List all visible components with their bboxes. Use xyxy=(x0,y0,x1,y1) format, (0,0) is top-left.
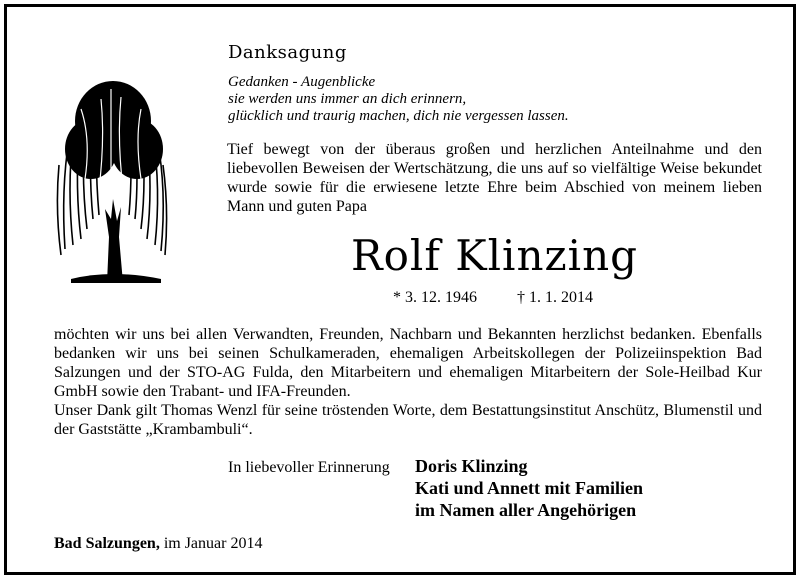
heading: Danksagung xyxy=(228,42,347,63)
poem xyxy=(228,74,569,125)
poem-line: Gedanken - Augenblicke xyxy=(228,74,376,90)
signatory: Kati und Annett mit Familien xyxy=(415,478,644,498)
date: im Januar 2014 xyxy=(163,535,263,552)
death-date: † 1. 1. 2014 xyxy=(517,289,593,306)
memory-phrase: In liebevoller Erinnerung xyxy=(228,459,390,476)
deceased-name: Rolf Klinzing xyxy=(351,231,639,280)
poem-line: sie werden uns immer an dich erinnern, xyxy=(228,91,467,107)
poem-line: glücklich und traurig machen, dich nie vergessen lassen. xyxy=(228,108,569,124)
notice-frame xyxy=(4,4,796,575)
thanks-paragraph-2: Unser Dank gilt Thomas Wenzl für seine tröstenden Worte, dem Bestattungsinstitut Anschütz, Blumenstil und der Gaststätte „Krambambuli“. xyxy=(54,402,762,438)
weeping-willow-icon xyxy=(51,69,171,283)
place: Bad Salzungen, xyxy=(54,535,160,552)
birth-date: * 3. 12. 1946 xyxy=(393,289,477,306)
thanks-paragraph-1: möchten wir uns bei allen Verwandten, Freunden, Nachbarn und Bekannten herzlichst bedanken. Ebenfalls bedanken wir uns bei seinen Schulkameraden, ehemaligen Arbeitskollegen der Polizeiinspektion Bad Salzungen und der STO-AG Fulda, den Mitarbeitern und ehemaligen Mitarbeitern der Sole-Heilbad Kur GmbH sowie den Trabant- und IFA-Freunden. xyxy=(54,326,762,400)
intro-paragraph: Tief bewegt von der überaus großen und herzlichen Anteilnahme und den liebevollen Beweisen der Wertschätzung, die uns auf so vielfältige Weise bekundet wurde sowie für die erwiesene letzte Ehre beim Abschied von meinem lieben Mann und guten Papa xyxy=(227,141,762,215)
signatory: Doris Klinzing xyxy=(415,456,528,476)
place-date xyxy=(54,535,262,553)
signatory: im Namen aller Angehörigen xyxy=(415,500,637,520)
